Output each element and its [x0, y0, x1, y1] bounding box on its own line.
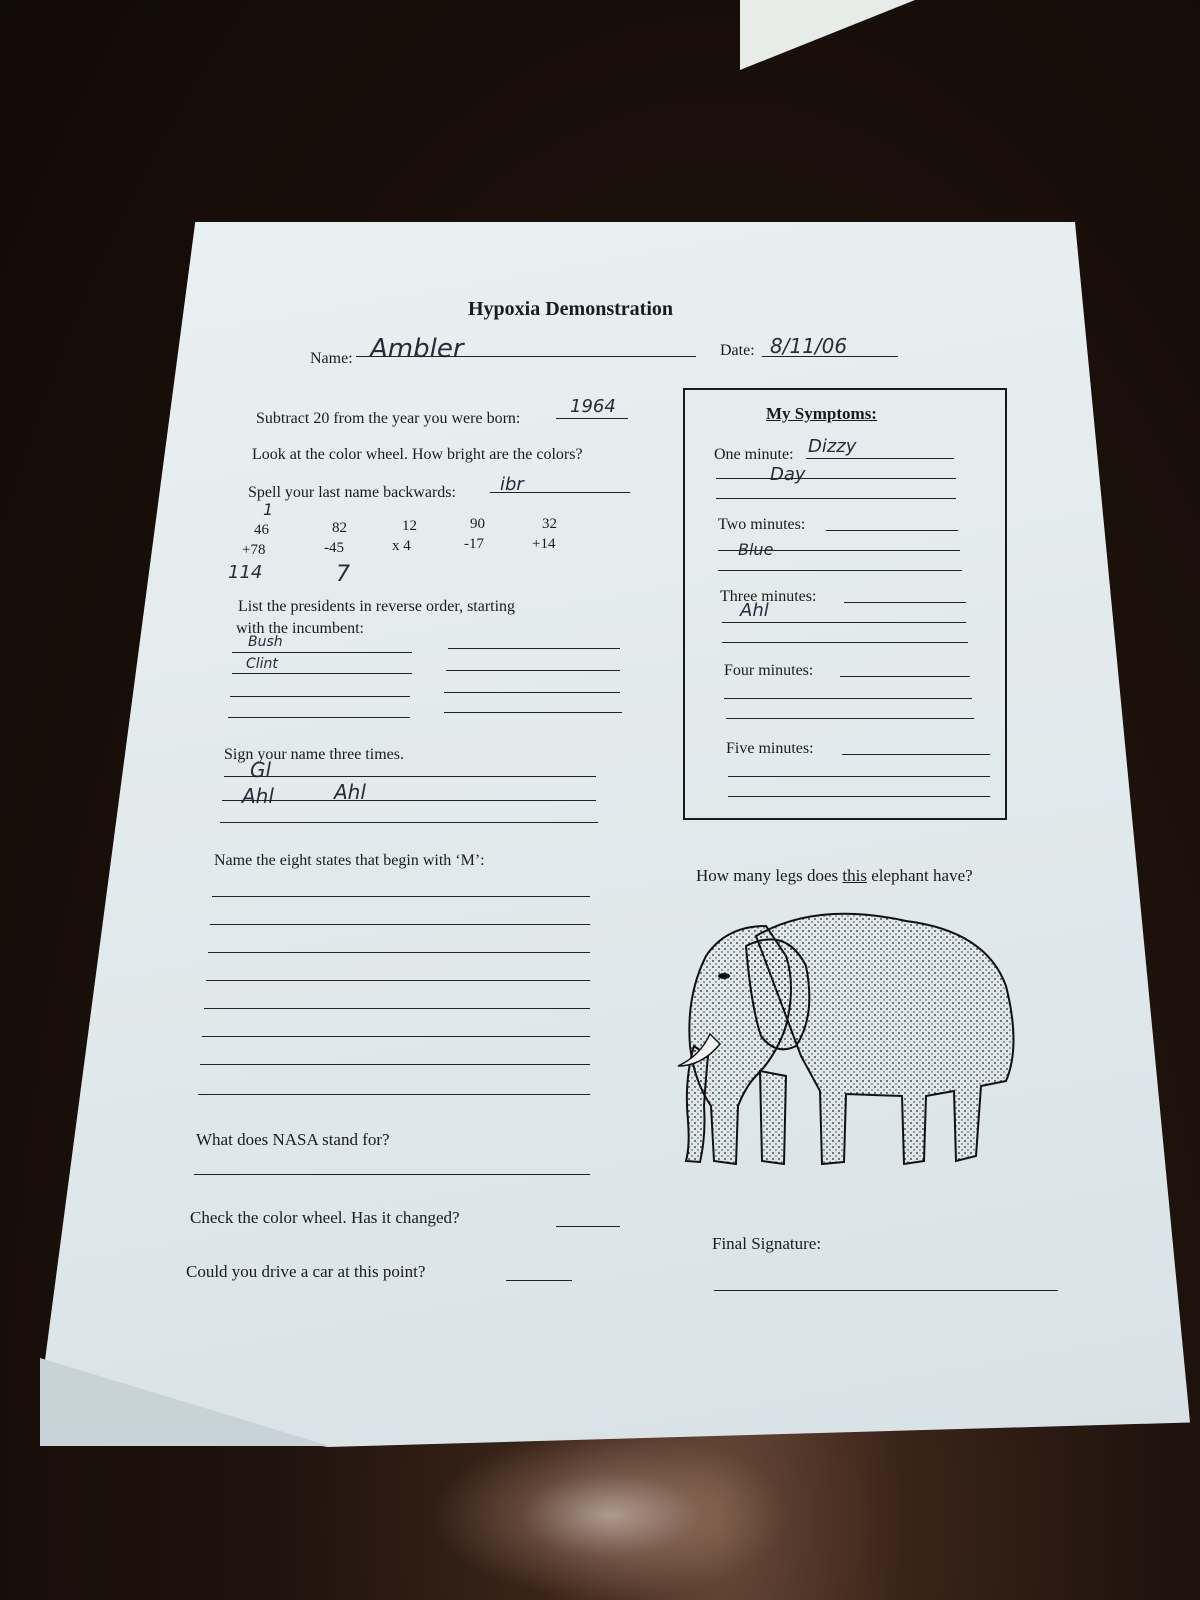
date-line	[762, 356, 898, 357]
math-top-4: 90	[470, 516, 485, 532]
symptom-three-label: Three minutes:	[720, 588, 817, 605]
president-answer-1: Bush	[248, 634, 283, 650]
light-glare	[430, 1430, 790, 1600]
q-spell-line	[490, 492, 630, 493]
page-title: Hypoxia Demonstration	[468, 298, 673, 320]
symptom-line	[826, 530, 958, 531]
president-line	[232, 652, 412, 653]
state-line	[210, 924, 590, 925]
symptom-line	[844, 602, 966, 603]
symptom-two-answer: Blue	[738, 540, 774, 559]
q-spell-answer: ibr	[500, 474, 524, 495]
math-bottom-5: +14	[532, 536, 556, 552]
nasa-line	[194, 1174, 590, 1175]
symptom-line	[806, 458, 954, 459]
q-year-line	[556, 418, 628, 419]
symptom-one-label: One minute:	[714, 446, 794, 463]
symptom-line	[718, 570, 962, 571]
signature-2: Ahl	[242, 784, 274, 808]
symptom-line	[728, 776, 990, 777]
name-line	[356, 356, 696, 357]
symptom-line	[722, 622, 966, 623]
president-line	[448, 648, 620, 649]
president-answer-2: Clint	[246, 656, 278, 672]
state-line	[202, 1036, 590, 1037]
q-color2-label: Check the color wheel. Has it changed?	[190, 1208, 460, 1227]
q-drive-label: Could you drive a car at this point?	[186, 1262, 426, 1281]
q-color-label: Look at the color wheel. How bright are the colors?	[252, 446, 583, 463]
background-paper-corner	[740, 0, 940, 70]
final-signature-line	[714, 1290, 1058, 1291]
sign-line	[222, 800, 596, 801]
math-top-1: 46	[254, 522, 269, 538]
symptom-line	[842, 754, 990, 755]
math-bottom-3: x 4	[392, 538, 411, 554]
symptom-line	[722, 642, 968, 643]
math-top-3: 12	[402, 518, 417, 534]
president-line	[232, 673, 412, 674]
symptom-line	[728, 796, 990, 797]
math-carry: 1	[263, 500, 274, 519]
final-signature-label: Final Signature:	[712, 1234, 822, 1253]
signature-3: Ahl	[334, 780, 366, 804]
president-line	[444, 692, 620, 693]
q-presidents-line1: List the presidents in reverse order, starting	[238, 598, 516, 615]
math-bottom-1: +78	[242, 542, 266, 558]
elephant-illustration	[676, 906, 1036, 1186]
math-bottom-4: -17	[464, 536, 484, 552]
state-line	[206, 980, 590, 981]
symptom-five-label: Five minutes:	[726, 740, 814, 757]
math-top-2: 82	[332, 520, 347, 536]
name-label: Name:	[310, 350, 353, 367]
date-label: Date:	[720, 342, 755, 359]
date-value: 8/11/06	[770, 334, 848, 358]
math-answer-1: 114	[228, 562, 263, 583]
symptom-one-answer-1: Dizzy	[808, 436, 857, 457]
q-states-label: Name the eight states that begin with ‘M’:	[214, 852, 485, 869]
symptoms-title: My Symptoms:	[766, 404, 877, 423]
q-year-label: Subtract 20 from the year you were born:	[256, 410, 521, 427]
q-spell-label: Spell your last name backwards:	[248, 484, 456, 501]
drive-line	[506, 1280, 572, 1281]
sign-line	[224, 776, 596, 777]
symptom-four-label: Four minutes:	[724, 662, 814, 679]
math-top-5: 32	[542, 516, 557, 532]
symptom-one-answer-2: Day	[770, 464, 806, 485]
q-sign-label: Sign your name three times.	[224, 746, 404, 763]
q-year-answer: 1964	[570, 396, 616, 417]
signature-1: Gl	[250, 758, 272, 782]
symptom-two-label: Two minutes:	[718, 516, 806, 533]
q-elephant-label: How many legs does this elephant have?	[696, 866, 973, 885]
symptom-line	[840, 676, 970, 677]
symptom-line	[716, 478, 956, 479]
state-line	[204, 1008, 590, 1009]
president-line	[446, 670, 620, 671]
symptom-three-answer: Ahl	[740, 600, 769, 621]
state-line	[212, 896, 590, 897]
state-line	[200, 1064, 590, 1065]
math-answer-2: 7	[336, 562, 350, 587]
sign-line	[220, 822, 598, 823]
president-line	[228, 717, 410, 718]
math-bottom-2: -45	[324, 540, 344, 556]
symptom-line	[724, 698, 972, 699]
president-line	[230, 696, 410, 697]
symptom-line	[716, 498, 956, 499]
state-line	[208, 952, 590, 953]
q-nasa-label: What does NASA stand for?	[196, 1130, 390, 1149]
symptom-line	[718, 550, 960, 551]
name-value: Ambler	[370, 334, 464, 364]
q-presidents-line2: with the incumbent:	[236, 620, 364, 637]
president-line	[444, 712, 622, 713]
state-line	[198, 1094, 590, 1095]
symptom-line	[726, 718, 974, 719]
color2-line	[556, 1226, 620, 1227]
paper-fold	[40, 1358, 330, 1446]
